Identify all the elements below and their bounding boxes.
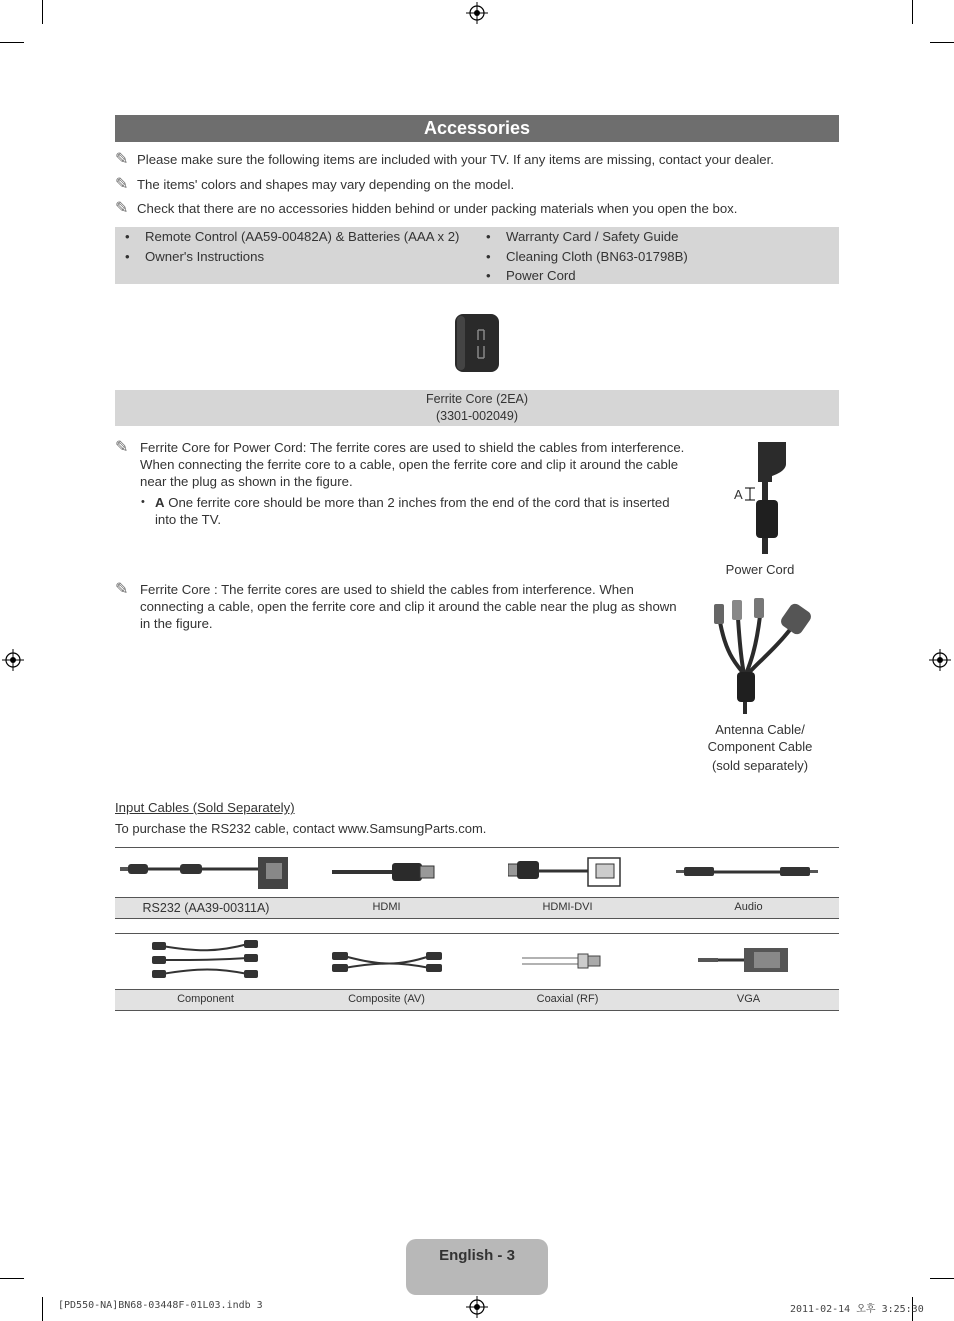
pencil-icon: ✎ <box>115 439 129 456</box>
note-check-items: ✎ Please make sure the following items are included with your TV. If any items are missing, contact your dealer. <box>115 151 774 168</box>
accessories-list-right <box>476 227 836 286</box>
cable-label-hdmi: HDMI <box>372 901 401 913</box>
hdmi-dvi-cable-image <box>508 856 628 888</box>
rs232-cable-image <box>120 855 292 891</box>
cable-label-vga: VGA <box>736 993 761 1005</box>
cable-label-component: Component <box>177 993 234 1005</box>
footer-file-name: [PD550-NA]BN68-03448F-01L03.indb 3 <box>58 1300 263 1311</box>
note-colors-vary: ✎ The items' colors and shapes may vary depending on the model. <box>115 176 515 193</box>
cable-label-hdmi-dvi: HDMI-DVI <box>542 901 593 913</box>
coaxial-rf-cable-image <box>522 952 604 972</box>
note-hidden-accessories: ✎ Check that there are no accessories hidden behind or under packing materials when you open the box. <box>115 200 738 217</box>
pencil-icon: ✎ <box>115 151 129 168</box>
cable-label-composite: Composite (AV) <box>348 993 425 1005</box>
input-cables-subtext: To purchase the RS232 cable, contact www.SamsungParts.com. <box>115 821 487 836</box>
ferrite-caption-box <box>115 390 839 426</box>
pencil-icon: ✎ <box>115 176 129 193</box>
pencil-icon: ✎ <box>115 581 129 598</box>
list-item: • Remote Control (AA59-00482A) & Batteries (AAA x 2) <box>115 227 475 247</box>
footer-timestamp: 2011-02-14 오후 3:25:30 <box>790 1304 924 1315</box>
composite-av-cable-image <box>330 948 444 976</box>
power-cord-caption: Power Cord <box>725 562 795 577</box>
ferrite-caption: Ferrite Core (2EA) <box>425 392 529 406</box>
list-item: • Power Cord <box>476 266 836 286</box>
ferrite-part-number: (3301-002049) <box>435 409 518 423</box>
antenna-cable-caption: Antenna Cable/ Component Cable (sold separately) <box>707 722 813 773</box>
cable-label-coaxial: Coaxial (RF) <box>536 993 599 1005</box>
antenna-component-cable-image <box>706 594 820 716</box>
pencil-icon: ✎ <box>115 200 129 217</box>
audio-cable-image <box>676 864 820 880</box>
page-number-tab: English - 3 <box>406 1239 548 1295</box>
hdmi-cable-image <box>332 860 436 884</box>
input-cables-heading: Input Cables (Sold Separately) <box>115 800 295 815</box>
cable-label-rs232: RS232 (AA39-00311A) <box>142 901 270 915</box>
bullet-label: A <box>155 495 165 510</box>
list-item: • Cleaning Cloth (BN63-01798B) <box>476 247 836 267</box>
registration-mark-left <box>2 649 24 671</box>
note-ferrite-core: ✎ Ferrite Core : The ferrite cores are used to shield the cables from interference. When connecting a cable, open the ferrite core and clip it around the cable near the plug as shown in the figure. <box>115 581 677 631</box>
power-cord-marker: A <box>734 487 743 502</box>
accessories-list-left <box>115 227 475 266</box>
note-ferrite-power-cord: ✎ Ferrite Core for Power Cord: The ferrite cores are used to shield the cables from interference. When connecting the ferrite core to a cable, open the ferrite core and clip it around the cable near the plug as shown in the figure. • A One ferrite core should be more than 2 inches from the end of the cord that is inserted into the TV. <box>115 439 685 527</box>
accessories-list-box <box>115 227 839 284</box>
cable-label-audio: Audio <box>734 901 763 913</box>
page-title: Accessories <box>115 115 839 142</box>
registration-mark-top <box>466 2 488 24</box>
registration-mark-right <box>929 649 951 671</box>
registration-mark-bottom <box>466 1296 488 1318</box>
component-cable-image <box>148 938 262 982</box>
vga-cable-image <box>698 944 794 976</box>
ferrite-core-image <box>454 312 500 374</box>
list-item: • Owner's Instructions <box>115 247 475 267</box>
list-item: • Warranty Card / Safety Guide <box>476 227 836 247</box>
